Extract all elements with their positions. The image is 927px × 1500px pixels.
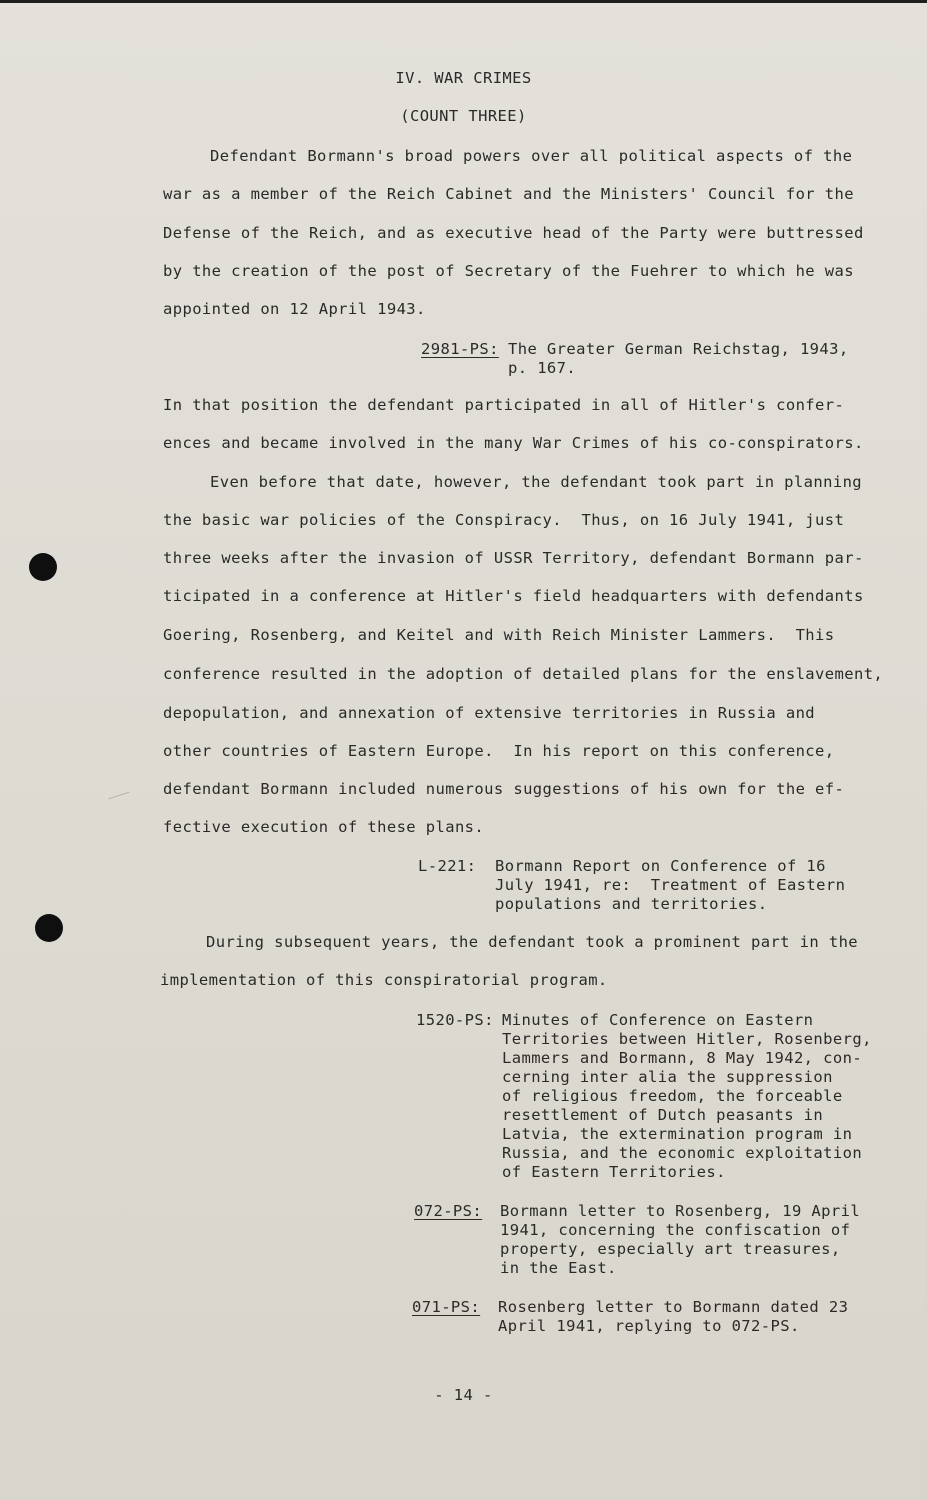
citation-line: cerning inter alia the suppression <box>502 1068 833 1086</box>
citation-line: property, especially art treasures, <box>500 1240 841 1258</box>
para3-line: the basic war policies of the Conspiracy. Thus, on 16 July 1941, just <box>163 511 845 529</box>
citation-line: in the East. <box>500 1259 617 1277</box>
para1-line: by the creation of the post of Secretary of the Fuehrer to which he was <box>163 262 854 280</box>
para3-line: conference resulted in the adoption of detailed plans for the enslavement, <box>163 665 884 683</box>
citation-line: of Eastern Territories. <box>502 1163 726 1181</box>
citation-line: p. 167. <box>508 359 577 377</box>
para2-line: ences and became involved in the many War Crimes of his co-conspirators. <box>163 434 864 452</box>
citation-line: Russia, and the economic exploitation <box>502 1144 863 1162</box>
citation-line: Bormann letter to Rosenberg, 19 April <box>500 1202 861 1220</box>
citation-ref: 1520-PS: <box>416 1011 494 1029</box>
citation-line: Latvia, the extermination program in <box>502 1125 853 1143</box>
para3-line: Even before that date, however, the defendant took part in planning <box>210 473 863 491</box>
para2-line: In that position the defendant participated in all of Hitler's confer- <box>163 396 845 414</box>
section-subtitle: (COUNT THREE) <box>400 107 527 125</box>
scan-top-edge <box>0 0 927 3</box>
citation-line: of religious freedom, the forceable <box>502 1087 843 1105</box>
page-number: - 14 - <box>434 1386 493 1404</box>
para1-line: Defendant Bormann's broad powers over all political aspects of the <box>210 147 853 165</box>
citation-ref: 071-PS: <box>412 1298 481 1316</box>
para4-line: During subsequent years, the defendant took a prominent part in the <box>206 933 859 951</box>
citation-line: The Greater German Reichstag, 1943, <box>508 340 849 358</box>
punch-hole-top <box>29 553 57 581</box>
citation-line: 1941, concerning the confiscation of <box>500 1221 851 1239</box>
citation-line: July 1941, re: Treatment of Eastern <box>495 876 846 894</box>
citation-line: Minutes of Conference on Eastern <box>502 1011 814 1029</box>
citation-ref: 2981-PS: <box>421 340 499 358</box>
citation-line: Lammers and Bormann, 8 May 1942, con- <box>502 1049 863 1067</box>
stray-mark <box>108 792 129 800</box>
para3-line: ticipated in a conference at Hitler's field headquarters with defendants <box>163 587 864 605</box>
para3-line: Goering, Rosenberg, and Keitel and with Reich Minister Lammers. This <box>163 626 835 644</box>
para3-line: defendant Bormann included numerous suggestions of his own for the ef- <box>163 780 845 798</box>
para3-line: three weeks after the invasion of USSR Territory, defendant Bormann par- <box>163 549 864 567</box>
punch-hole-bottom <box>35 914 63 942</box>
section-title: IV. WAR CRIMES <box>395 69 532 87</box>
citation-line: April 1941, replying to 072-PS. <box>498 1317 800 1335</box>
citation-ref: L-221: <box>418 857 477 875</box>
citation-line: Bormann Report on Conference of 16 <box>495 857 826 875</box>
citation-line: Territories between Hitler, Rosenberg, <box>502 1030 872 1048</box>
para3-line: fective execution of these plans. <box>163 818 485 836</box>
citation-line: populations and territories. <box>495 895 768 913</box>
para1-line: appointed on 12 April 1943. <box>163 300 426 318</box>
para3-line: other countries of Eastern Europe. In his report on this conference, <box>163 742 835 760</box>
citation-line: Rosenberg letter to Bormann dated 23 <box>498 1298 849 1316</box>
citation-line: resettlement of Dutch peasants in <box>502 1106 824 1124</box>
para4-line: implementation of this conspiratorial program. <box>160 971 608 989</box>
citation-ref: 072-PS: <box>414 1202 483 1220</box>
para1-line: war as a member of the Reich Cabinet and the Ministers' Council for the <box>163 185 854 203</box>
para3-line: depopulation, and annexation of extensive territories in Russia and <box>163 704 816 722</box>
para1-line: Defense of the Reich, and as executive head of the Party were buttressed <box>163 224 864 242</box>
